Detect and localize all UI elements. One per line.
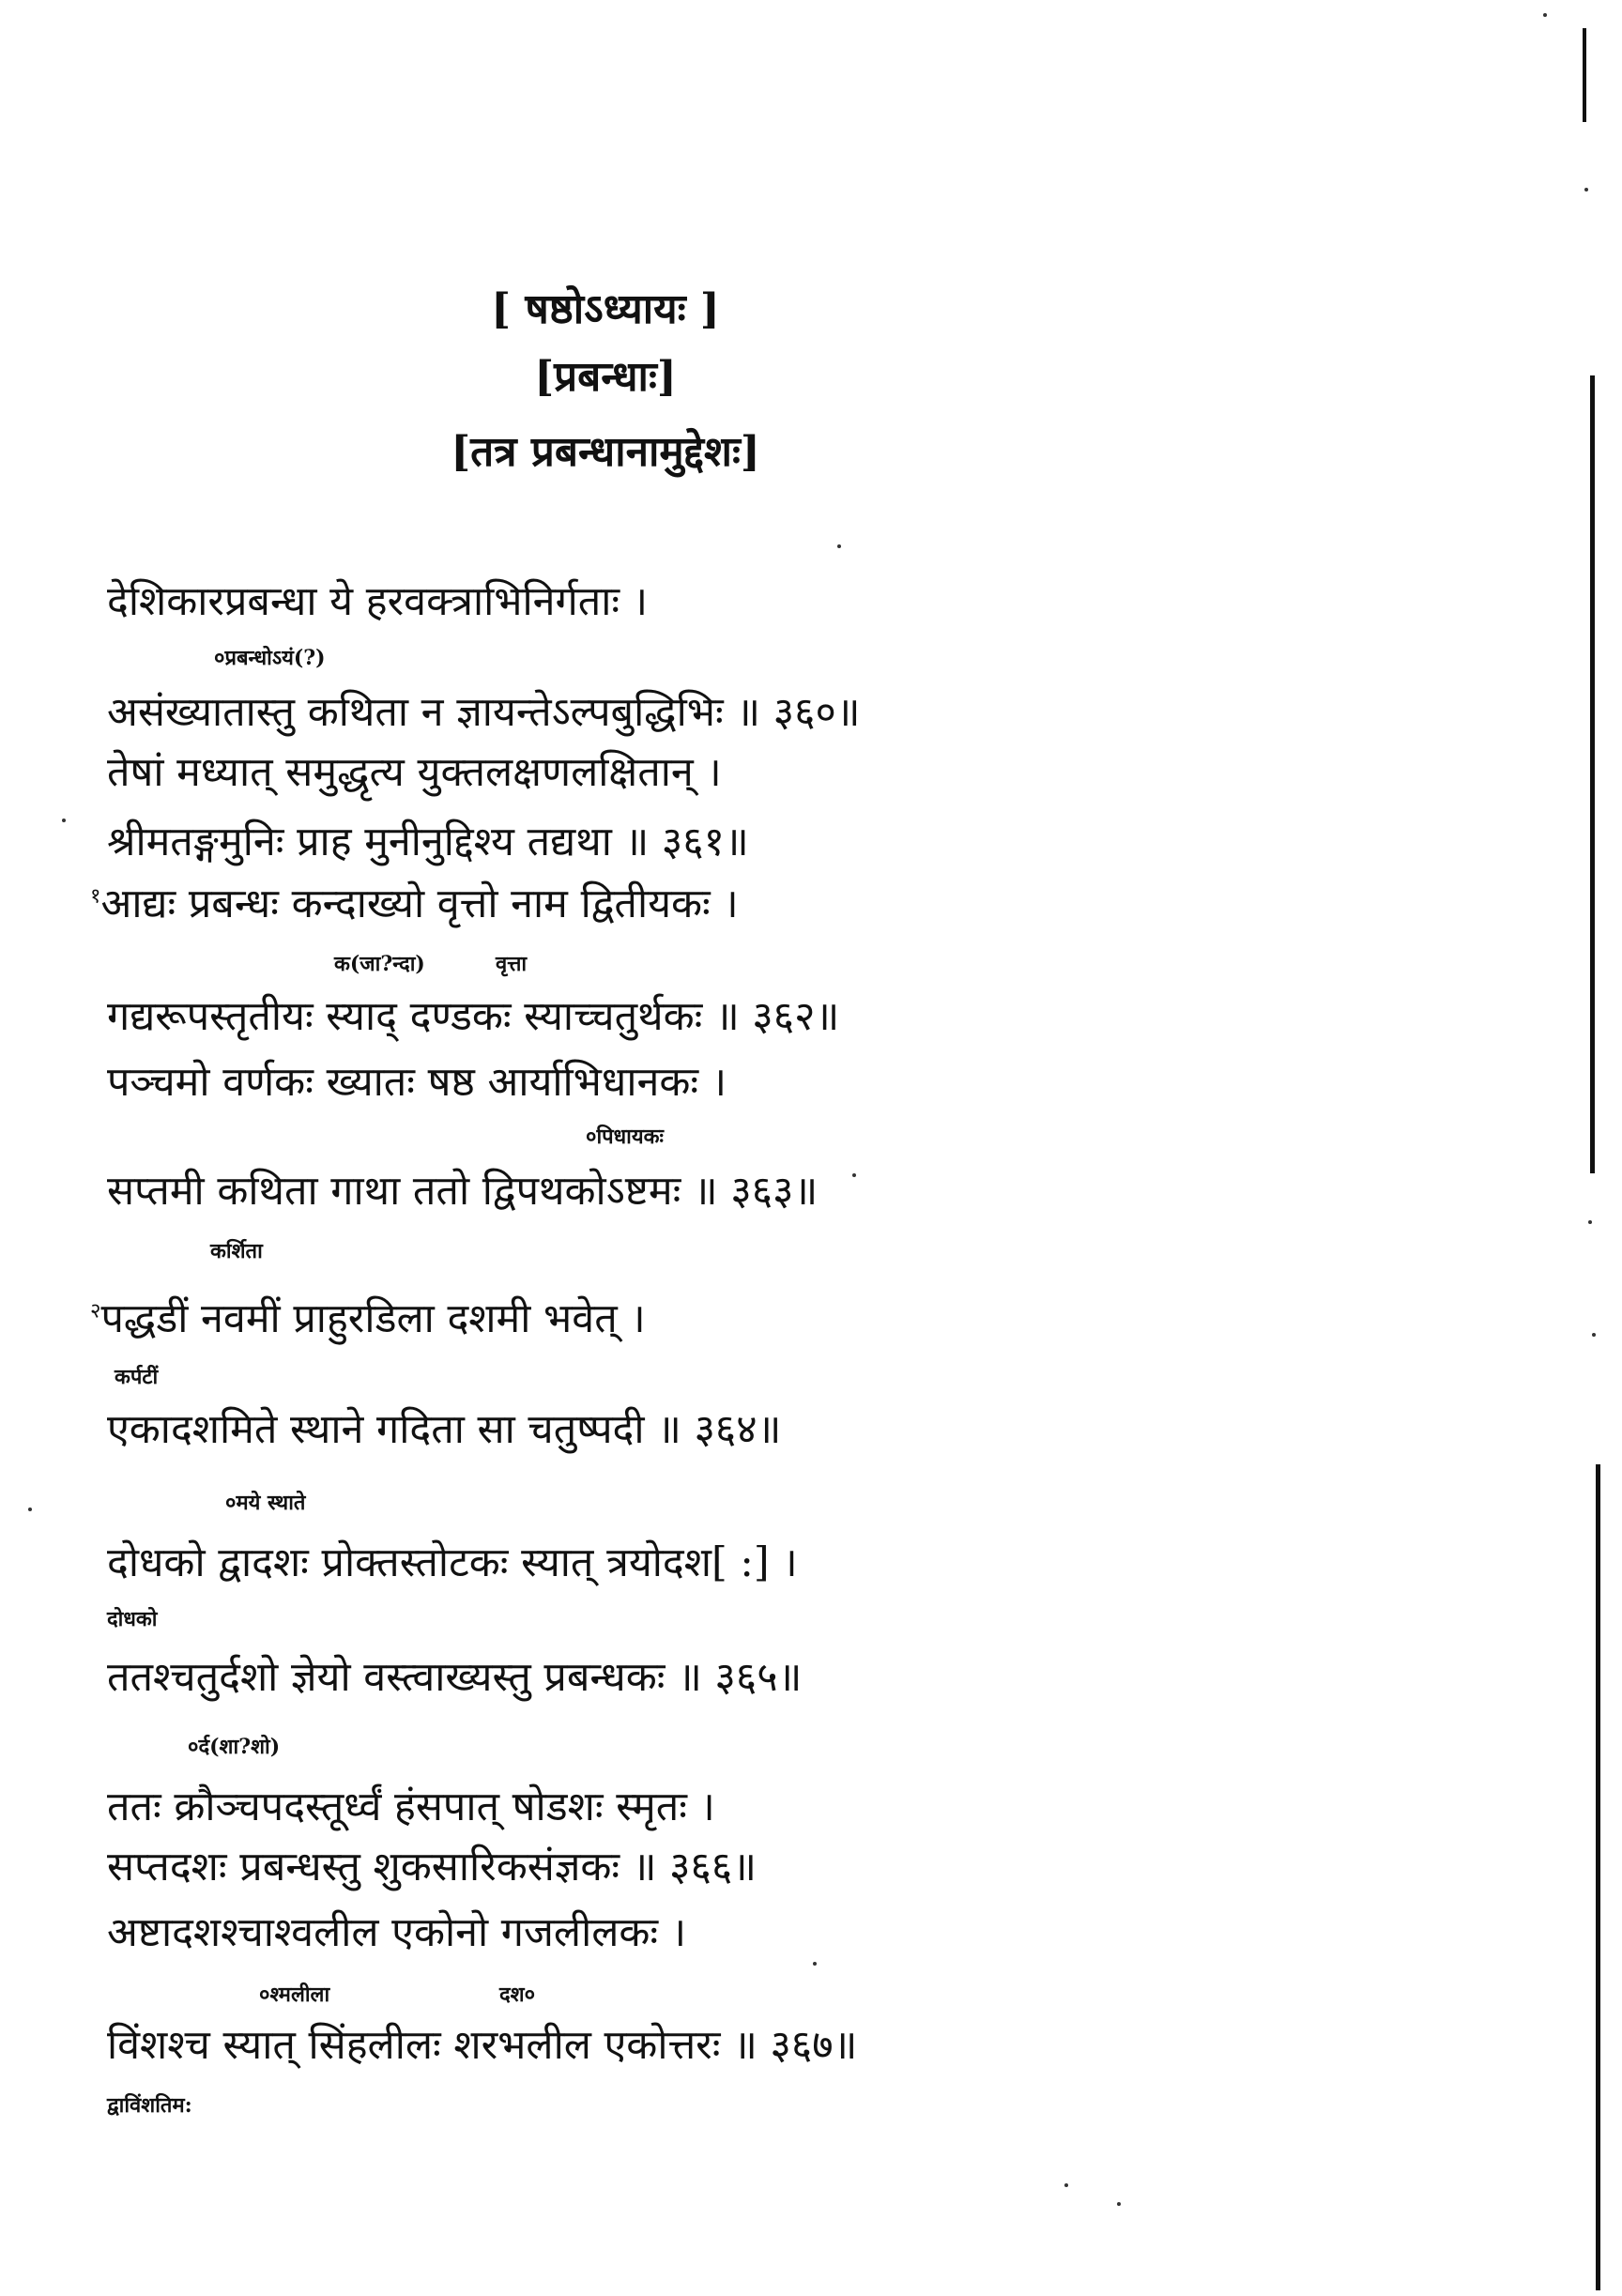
section-heading: [प्रबन्धाः]	[534, 353, 677, 401]
variant-note: दश०	[499, 1982, 536, 2007]
scan-speck	[813, 1962, 817, 1966]
scan-speck	[1064, 2183, 1068, 2187]
chapter-heading: [ षष्ठोऽध्यायः ]	[491, 285, 720, 333]
subsection-heading: [तत्र प्रबन्धानामुद्देशः]	[451, 428, 760, 476]
variant-note: कर्शिता	[210, 1239, 263, 1263]
verse-line: अष्टादशश्चाश्वलील एकोनो गजलीलकः ।	[107, 1909, 687, 1956]
scan-speck	[1592, 1333, 1596, 1337]
verse-line: तेषां मध्यात् समुद्धृत्य युक्तलक्षणलक्षितान् ।	[107, 749, 722, 796]
variant-note: ०श्मलीला	[259, 1982, 330, 2007]
variant-note: क(जा?न्दा)	[334, 952, 425, 976]
verse-line	[90, 877, 739, 931]
verse-line: सप्तदशः प्रबन्धस्तु शुकसारिकसंज्ञकः ॥ ३६६॥	[107, 1844, 757, 1890]
verse-line: सप्तमी कथिता गाथा ततो द्विपथकोऽष्टमः ॥ ३६३॥	[107, 1168, 819, 1215]
scan-speck	[1588, 1220, 1592, 1224]
verse-line: ततश्चतुर्दशो ज्ञेयो वस्त्वाख्यस्तु प्रबन्धकः ॥ ३६५॥	[107, 1654, 803, 1701]
scan-speck	[1543, 13, 1547, 17]
scan-speck	[1584, 188, 1588, 191]
scan-speck	[62, 819, 66, 822]
verse-line	[90, 1292, 646, 1346]
footnote-marker: २	[90, 1299, 101, 1324]
verse-text: पद्धडीं नवमीं प्राहुरडिला दशमी भवेत् ।	[100, 1295, 646, 1342]
verse-line: एकादशमिते स्थाने गदिता सा चतुष्पदी ॥ ३६४॥	[107, 1406, 782, 1453]
variant-note: दोधको	[107, 1607, 158, 1631]
scan-speck	[1117, 2202, 1121, 2206]
verse-line: ततः क्रौञ्चपदस्तूर्ध्वं हंसपात् षोडशः स्मृतः ।	[107, 1783, 715, 1830]
variant-note: ०मये स्थाते	[225, 1491, 306, 1515]
verse-line: गद्यरूपस्तृतीयः स्याद् दण्डकः स्याच्चतुर्थकः ॥ ३६२॥	[107, 993, 840, 1040]
scan-speck	[852, 1173, 856, 1177]
verse-line: असंख्यातास्तु कथिता न ज्ञायन्तेऽल्पबुद्धिभिः ॥ ३६०॥	[107, 689, 861, 736]
variant-note: कर्पटीं	[115, 1365, 159, 1389]
scan-speck	[28, 1508, 32, 1511]
verse-line: श्रीमतङ्गमुनिः प्राह मुनीनुद्दिश्य तद्यथा ॥ ३६१॥	[107, 819, 749, 865]
verse-text: आद्यः प्रबन्धः कन्दाख्यो वृत्तो नाम द्वितीयकः ।	[100, 880, 739, 927]
verse-line: देशिकारप्रबन्धा ये हरवक्त्राभिनिर्गताः ।	[107, 578, 649, 625]
footnote-marker: १	[90, 884, 101, 909]
scan-edge-line	[1583, 28, 1586, 122]
scan-speck	[837, 544, 841, 548]
variant-note: ०र्द(शा?शो)	[188, 1735, 281, 1759]
verse-line: पञ्चमो वर्णकः ख्यातः षष्ठ आर्याभिधानकः ।	[107, 1059, 727, 1106]
variant-note: ०पिधायकः	[586, 1125, 664, 1149]
variant-note: द्वाविंशतिम:	[107, 2093, 192, 2118]
scan-edge-line	[1596, 1464, 1600, 2290]
scan-edge-line	[1590, 375, 1595, 1173]
variant-note: वृत्ता	[496, 952, 528, 976]
variant-note: ०प्रबन्धोऽयं(?)	[214, 646, 326, 670]
verse-line: विंशश्च स्यात् सिंहलीलः शरभलील एकोत्तरः ॥ ३६७॥	[107, 2022, 858, 2069]
verse-line: दोधको द्वादशः प्रोक्तस्तोटकः स्यात् त्रयोदश[ :] ।	[107, 1539, 798, 1586]
